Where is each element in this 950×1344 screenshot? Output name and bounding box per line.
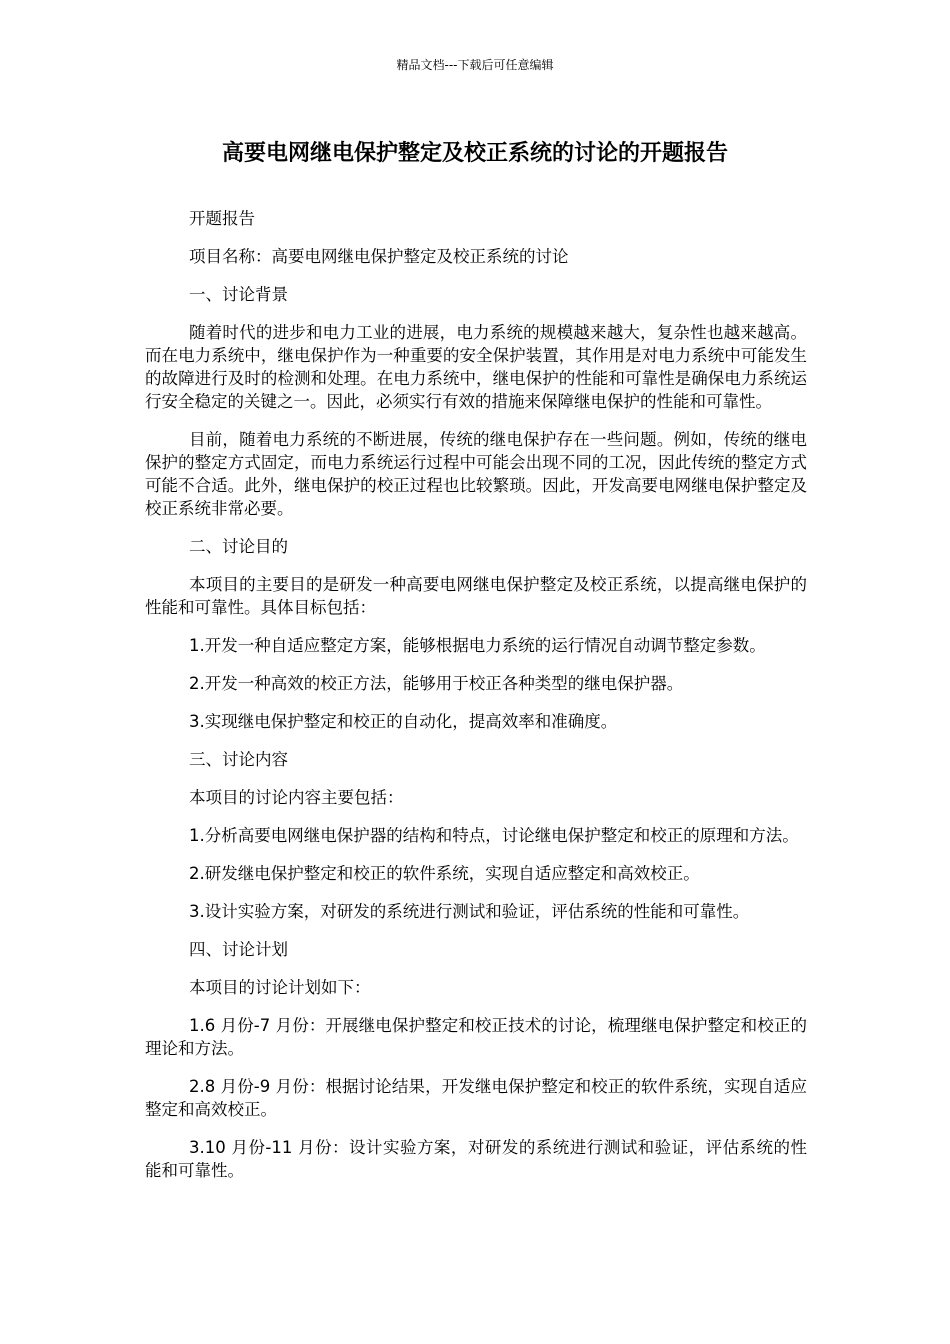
project-name: 项目名称：高要电网继电保护整定及校正系统的讨论 bbox=[189, 247, 569, 266]
section-heading-background: 一、讨论背景 bbox=[189, 285, 288, 304]
content-item-2: 2.研发继电保护整定和校正的软件系统，实现自适应整定和高效校正。 bbox=[189, 864, 700, 883]
section-heading-content: 三、讨论内容 bbox=[189, 750, 288, 769]
page-header-watermark: 精品文档---下载后可任意编辑 bbox=[396, 58, 554, 72]
plan-intro: 本项目的讨论计划如下： bbox=[189, 978, 371, 997]
plan-item-1: 1.6 月份-7 月份：开展继电保护整定和校正技术的讨论，梳理继电保护整定和校正的理论和方法。 bbox=[145, 1016, 807, 1058]
purpose-item-3: 3.实现继电保护整定和校正的自动化，提高效率和准确度。 bbox=[189, 712, 618, 731]
purpose-item-1: 1.开发一种自适应整定方案，能够根据电力系统的运行情况自动调节整定参数。 bbox=[189, 636, 766, 655]
plan-item-2: 2.8 月份-9 月份：根据讨论结果，开发继电保护整定和校正的软件系统，实现自适应整定和高效校正。 bbox=[145, 1077, 807, 1119]
content-intro: 本项目的讨论内容主要包括： bbox=[189, 788, 404, 807]
document-body bbox=[145, 207, 807, 1197]
purpose-paragraph: 本项目的主要目的是研发一种高要电网继电保护整定及校正系统，以提高继电保护的性能和可靠性。具体目标包括： bbox=[145, 575, 807, 617]
report-label: 开题报告 bbox=[189, 209, 255, 228]
background-paragraph-2: 目前，随着电力系统的不断进展，传统的继电保护存在一些问题。例如，传统的继电保护的整定方式固定，而电力系统运行过程中可能会出现不同的工况，因此传统的整定方式可能不合适。此外，继电保护的校正过程也比较繁琐。因此，开发高要电网继电保护整定及校正系统非常必要。 bbox=[145, 430, 807, 518]
content-item-1: 1.分析高要电网继电保护器的结构和特点，讨论继电保护整定和校正的原理和方法。 bbox=[189, 826, 799, 845]
section-heading-purpose: 二、讨论目的 bbox=[189, 537, 288, 556]
purpose-item-2: 2.开发一种高效的校正方法，能够用于校正各种类型的继电保护器。 bbox=[189, 674, 684, 693]
section-heading-plan: 四、讨论计划 bbox=[189, 940, 288, 959]
plan-item-3: 3.10 月份-11 月份：设计实验方案，对研发的系统进行测试和验证，评估系统的性能和可靠性。 bbox=[145, 1138, 807, 1180]
content-item-3: 3.设计实验方案，对研发的系统进行测试和验证，评估系统的性能和可靠性。 bbox=[189, 902, 750, 921]
document-title: 高要电网继电保护整定及校正系统的讨论的开题报告 bbox=[221, 141, 728, 166]
background-paragraph-1: 随着时代的进步和电力工业的进展，电力系统的规模越来越大，复杂性也越来越高。而在电力系统中，继电保护作为一种重要的安全保护装置，其作用是对电力系统中可能发生的故障进行及时的检测和处理。在电力系统中，继电保护的性能和可靠性是确保电力系统运行安全稳定的关键之一。因此，必须实行有效的措施来保障继电保护的性能和可靠性。 bbox=[145, 323, 807, 411]
